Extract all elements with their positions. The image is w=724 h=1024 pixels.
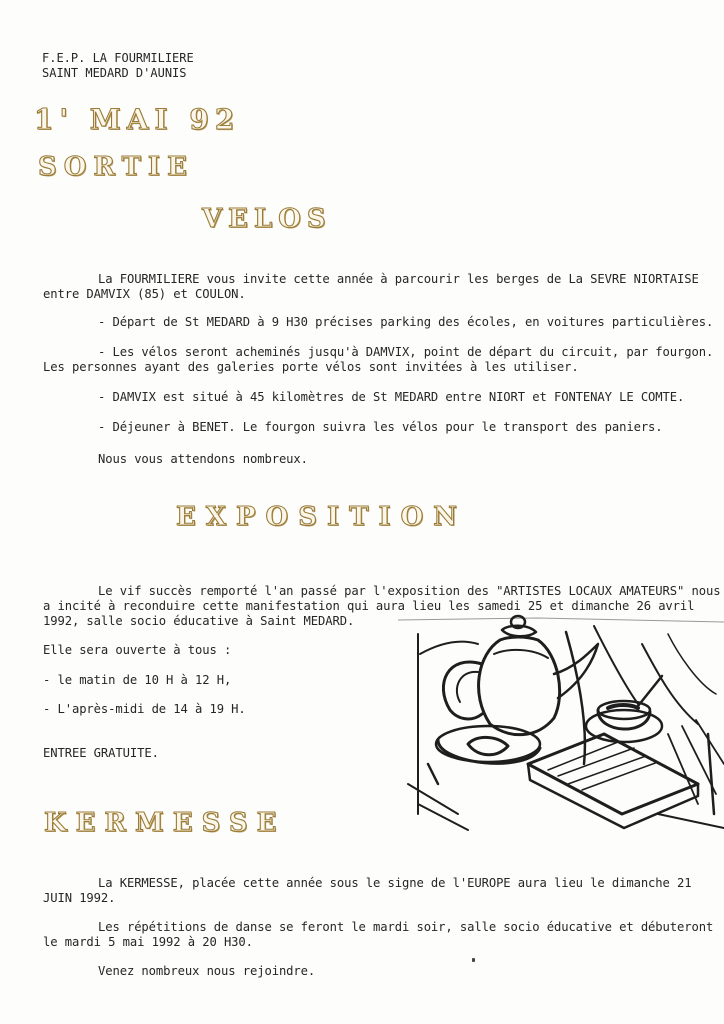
- title-date: 1' MAI 92: [34, 103, 241, 136]
- kermesse-rehearsals-line2: le mardi 5 mai 1992 à 20 H30.: [43, 935, 253, 949]
- sortie-intro-line1: La FOURMILIERE vous invite cette année à parcourir les berges de La SEVRE NIORTAISE: [98, 272, 699, 286]
- kermesse-closing: Venez nombreux nous rejoindre.: [98, 964, 316, 978]
- ink-speck: [472, 958, 475, 962]
- sortie-transport-line2: Les personnes ayant des galeries porte vélos sont invitées à les utiliser.: [43, 360, 579, 374]
- title-exposition: EXPOSITION: [176, 502, 468, 532]
- kermesse-intro-line2: JUIN 1992.: [43, 891, 116, 905]
- organization-location: SAINT MEDARD D'AUNIS: [42, 66, 187, 80]
- still-life-sketch: [398, 614, 724, 844]
- exposition-afternoon: - L'après-midi de 14 à 19 H.: [43, 702, 246, 716]
- sortie-closing: Nous vous attendons nombreux.: [98, 452, 308, 466]
- exposition-intro-line3: 1992, salle socio éducative à Saint MEDARD.: [43, 614, 355, 628]
- kermesse-intro-line1: La KERMESSE, placée cette année sous le signe de l'EUROPE aura lieu le dimanche 21: [98, 876, 692, 890]
- kermesse-rehearsals-line1: Les répétitions de danse se feront le mardi soir, salle socio éducative et débuteront: [98, 920, 714, 934]
- title-velos: VELOS: [202, 204, 332, 234]
- exposition-intro-line1: Le vif succès remporté l'an passé par l'exposition des "ARTISTES LOCAUX AMATEURS" nous: [98, 584, 721, 598]
- sortie-lunch: - Déjeuner à BENET. Le fourgon suivra les vélos pour le transport des paniers.: [98, 420, 663, 434]
- exposition-entry: ENTREE GRATUITE.: [43, 746, 159, 760]
- exposition-open: Elle sera ouverte à tous :: [43, 643, 232, 657]
- title-sortie: SORTIE: [38, 152, 194, 182]
- organization-name: F.E.P. LA FOURMILIERE: [42, 51, 194, 65]
- sortie-transport-line1: - Les vélos seront acheminés jusqu'à DAMVIX, point de départ du circuit, par fourgon.: [98, 345, 714, 359]
- sortie-distance: - DAMVIX est situé à 45 kilomètres de St MEDARD entre NIORT et FONTENAY LE COMTE.: [98, 390, 685, 404]
- exposition-intro-line2: a incité à reconduire cette manifestation qui aura lieu les samedi 25 et dimanche 26 avril: [43, 599, 695, 613]
- title-kermesse: KERMESSE: [44, 808, 286, 838]
- sortie-intro-line2: entre DAMVIX (85) et COULON.: [43, 287, 246, 301]
- sortie-departure: - Départ de St MEDARD à 9 H30 précises parking des écoles, en voitures particulières.: [98, 315, 714, 329]
- exposition-morning: - le matin de 10 H à 12 H,: [43, 673, 232, 687]
